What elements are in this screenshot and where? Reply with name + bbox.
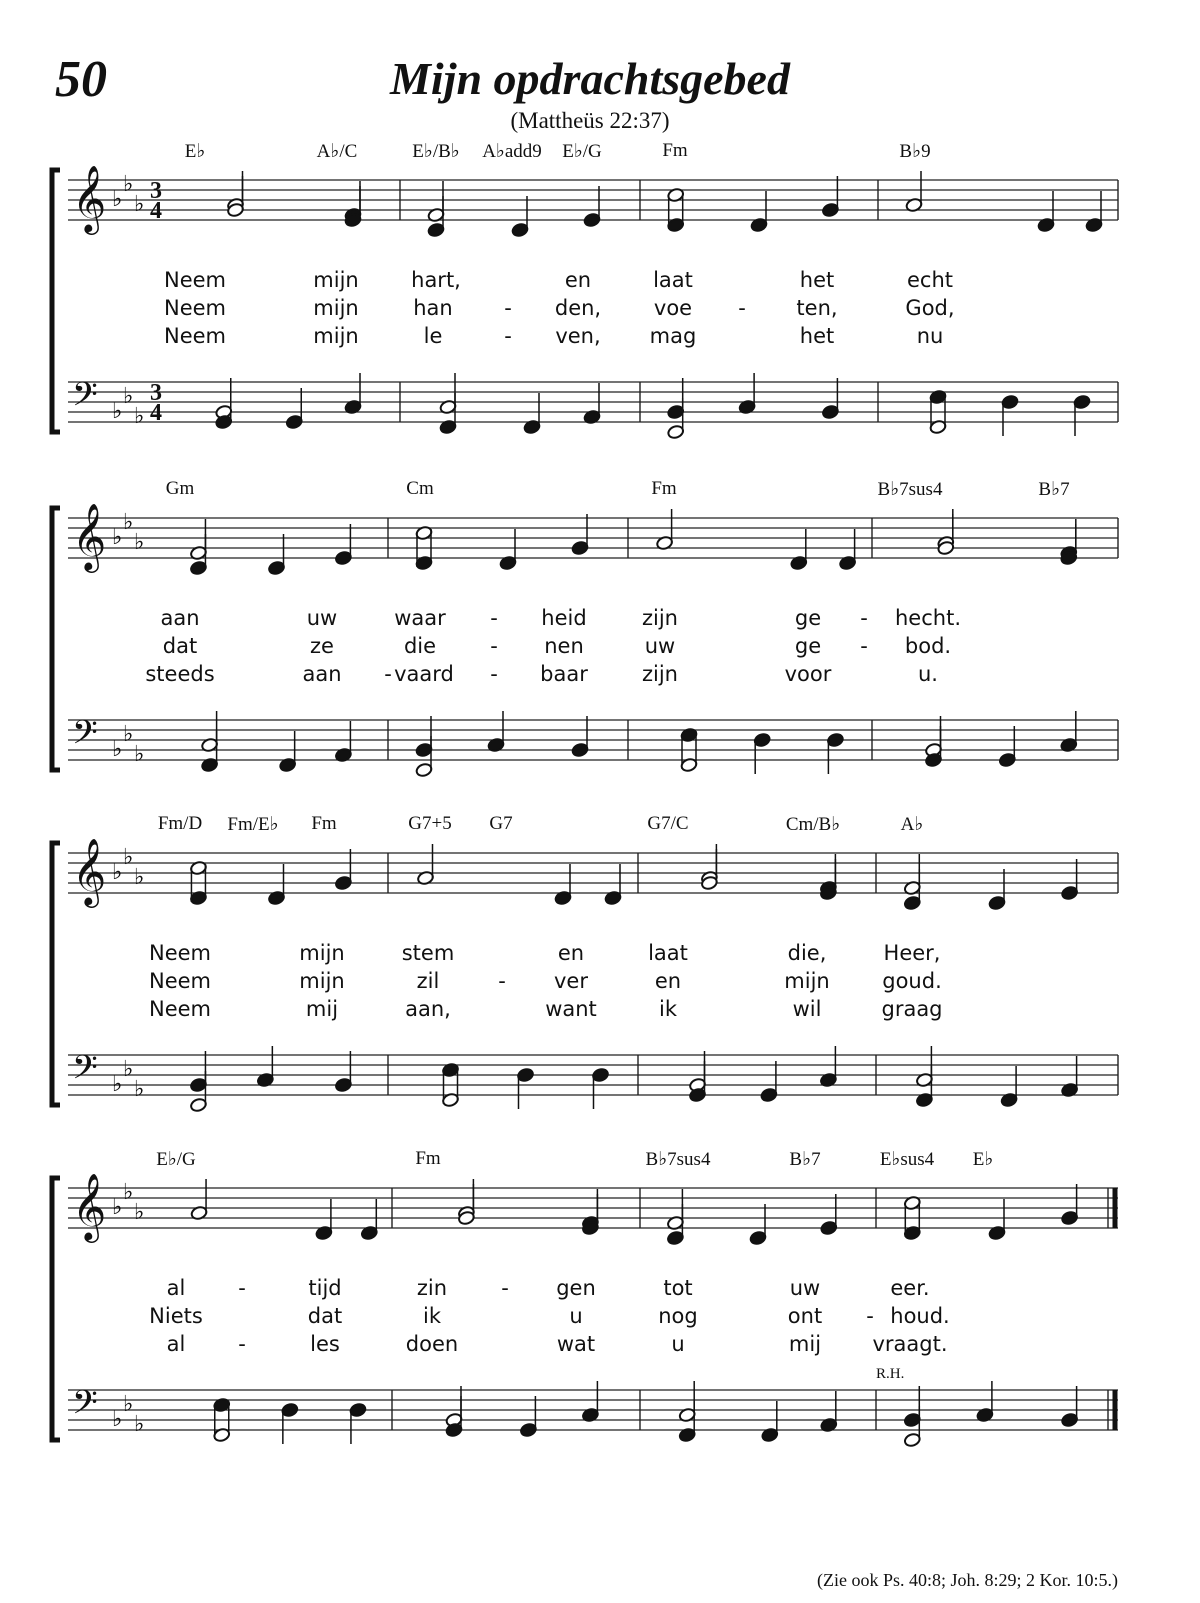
flat-icon: ♭	[134, 742, 145, 767]
bass-staff	[68, 711, 1118, 778]
lyric-verse-1-syllable: laat	[648, 941, 688, 965]
flat-icon: ♭	[123, 845, 134, 870]
lyric-verse-1-syllable: -	[860, 606, 868, 630]
lyric-verse-2-syllable: -	[490, 634, 498, 658]
lyric-verse-2-syllable: ver	[554, 969, 588, 993]
lyric-verse-2-syllable: -	[498, 969, 506, 993]
lyric-verse-2-syllable: ten,	[796, 296, 838, 320]
flat-icon: ♭	[134, 192, 145, 217]
lyric-verse-3-syllable: Neem	[163, 324, 227, 348]
chord-symbol: E♭sus4	[879, 1149, 935, 1170]
chord-symbol: Fm	[651, 478, 677, 499]
lyric-verse-2-syllable: mijn	[784, 969, 830, 993]
lyric-verse-3-syllable: steeds	[145, 662, 215, 686]
chord-symbol: Cm	[406, 478, 434, 499]
lyric-verse-3-syllable: nu	[916, 324, 944, 348]
flat-icon: ♭	[123, 384, 134, 409]
chord-symbol: Fm/E♭	[227, 814, 279, 835]
flat-icon: ♭	[112, 860, 123, 885]
chord-symbol: E♭/G	[156, 1149, 196, 1170]
lyric-verse-2-syllable: God,	[905, 296, 955, 320]
lyric-verse-3-syllable: u.	[918, 662, 938, 686]
lyric-verse-1-syllable: Heer,	[883, 941, 941, 965]
lyric-verse-2-syllable: en	[654, 969, 682, 993]
lyric-verse-3-syllable: le	[423, 324, 443, 348]
chord-symbol: A♭add9	[482, 141, 542, 162]
bass-staff	[68, 373, 1118, 440]
chord-symbol: Gm	[165, 478, 195, 499]
lyric-verse-3-syllable: les	[310, 1332, 340, 1356]
lyric-verse-3-syllable: voor	[784, 662, 832, 686]
system-bracket	[52, 170, 60, 432]
chord-symbol: G7+5	[408, 813, 452, 834]
lyric-verse-1-syllable: echt	[906, 268, 954, 292]
bass-clef-icon: 𝄢	[72, 714, 98, 760]
flat-icon: ♭	[112, 1072, 123, 1097]
flat-icon: ♭	[134, 1200, 145, 1225]
chord-symbol: E♭/B♭	[412, 141, 460, 162]
flat-icon: ♭	[123, 1057, 134, 1082]
lyric-verse-3-syllable: graag	[881, 997, 943, 1021]
chord-symbol: B♭7sus4	[645, 1149, 711, 1170]
lyric-verse-1-syllable: tot	[663, 1276, 693, 1300]
footnote-references: (Zie ook Ps. 40:8; Joh. 8:29; 2 Kor. 10:5.)	[817, 1570, 1118, 1590]
lyric-verse-1-syllable: ge	[794, 606, 822, 630]
chord-symbol: Fm	[662, 140, 688, 161]
flat-icon: ♭	[123, 1392, 134, 1417]
chord-symbol: B♭9	[899, 141, 931, 162]
bass-clef-icon: 𝄢	[72, 376, 98, 422]
flat-icon: ♭	[123, 510, 134, 535]
bass-clef-icon: 𝄢	[72, 1384, 98, 1430]
lyric-verse-3-syllable: mij	[305, 997, 339, 1021]
chord-symbol: Fm	[415, 1148, 441, 1169]
time-signature-digit: 4	[150, 198, 162, 224]
lyric-verse-2-syllable: mijn	[299, 969, 345, 993]
scripture-reference: (Mattheüs 22:37)	[510, 108, 670, 133]
lyric-verse-2-syllable: dat	[307, 1304, 343, 1328]
treble-staff	[68, 164, 1118, 238]
lyric-verse-1-syllable: -	[490, 606, 498, 630]
lyric-verse-1-syllable: gen	[556, 1276, 596, 1300]
lyric-verse-1-syllable: -	[238, 1276, 246, 1300]
flat-icon: ♭	[123, 1180, 134, 1205]
lyric-verse-2-syllable: u	[569, 1304, 583, 1328]
treble-staff	[68, 837, 1118, 911]
time-signature-digit: 3	[150, 380, 162, 406]
score-system-2	[0, 478, 1200, 798]
lyric-verse-2-syllable: Neem	[163, 296, 227, 320]
lyric-verse-1-syllable: Neem	[163, 268, 227, 292]
flat-icon: ♭	[123, 172, 134, 197]
lyric-verse-1-syllable: -	[501, 1276, 509, 1300]
bass-staff	[68, 1046, 1118, 1113]
system-bracket	[52, 508, 60, 770]
lyric-verse-2-syllable: -	[866, 1304, 874, 1328]
flat-icon: ♭	[123, 722, 134, 747]
lyric-verse-3-syllable: doen	[405, 1332, 459, 1356]
lyric-verse-1-syllable: die,	[787, 941, 827, 965]
lyric-verse-3-syllable: -	[490, 662, 498, 686]
lyric-verse-3-syllable: mijn	[313, 324, 359, 348]
lyric-verse-2-syllable: dat	[162, 634, 198, 658]
flat-icon: ♭	[112, 187, 123, 212]
treble-staff	[68, 502, 1118, 576]
lyric-verse-3-syllable: wil	[792, 997, 822, 1021]
lyric-verse-1-syllable: uw	[789, 1276, 821, 1300]
chord-symbol: A♭/C	[316, 141, 358, 162]
flat-icon: ♭	[134, 865, 145, 890]
treble-staff	[68, 1172, 1118, 1246]
lyric-verse-1-syllable: mijn	[313, 268, 359, 292]
lyric-verse-1-syllable: hecht.	[895, 606, 961, 630]
treble-clef-icon: 𝄞	[72, 837, 107, 905]
lyric-verse-1-syllable: laat	[653, 268, 693, 292]
lyric-verse-3-syllable: aan	[302, 662, 342, 686]
lyric-verse-1-syllable: heid	[541, 606, 587, 630]
lyric-verse-2-syllable: nog	[658, 1304, 698, 1328]
chord-symbol: E♭/G	[562, 141, 602, 162]
time-signature-digit: 4	[150, 400, 162, 426]
lyric-verse-1-syllable: en	[564, 268, 592, 292]
lyric-verse-3-syllable: het	[799, 324, 835, 348]
lyric-verse-3-syllable: ik	[659, 997, 677, 1021]
lyric-verse-2-syllable: voe	[653, 296, 693, 320]
flat-icon: ♭	[112, 1407, 123, 1432]
chord-symbol: G7/C	[647, 813, 689, 834]
chord-symbol: E♭	[184, 141, 206, 162]
lyric-verse-3-syllable: mag	[649, 324, 697, 348]
system-bracket	[52, 843, 60, 1105]
chord-symbol: B♭7	[1038, 479, 1070, 500]
lyric-verse-3-syllable: ven,	[555, 324, 601, 348]
lyric-verse-3-syllable: vaard	[394, 662, 454, 686]
lyric-verse-2-syllable: han	[413, 296, 453, 320]
flat-icon: ♭	[134, 530, 145, 555]
treble-clef-icon: 𝄞	[72, 164, 107, 232]
chord-symbol: Fm	[311, 813, 337, 834]
flat-icon: ♭	[134, 1077, 145, 1102]
bass-staff	[68, 1381, 1118, 1448]
lyric-verse-1-syllable: hart,	[411, 268, 461, 292]
lyric-verse-1-syllable: zin	[416, 1276, 448, 1300]
lyric-verse-1-syllable: stem	[401, 941, 455, 965]
lyric-verse-3-syllable: mij	[788, 1332, 822, 1356]
lyric-verse-2-syllable: ge	[794, 634, 822, 658]
lyric-verse-2-syllable: -	[860, 634, 868, 658]
flat-icon: ♭	[112, 525, 123, 550]
lyric-verse-2-syllable: uw	[644, 634, 676, 658]
lyric-verse-2-syllable: -	[738, 296, 746, 320]
lyric-verse-1-syllable: het	[799, 268, 835, 292]
score-system-3	[0, 813, 1200, 1133]
lyric-verse-3-syllable: wat	[556, 1332, 596, 1356]
lyric-verse-2-syllable: Niets	[149, 1304, 203, 1328]
chord-symbol: B♭7	[789, 1149, 821, 1170]
lyric-verse-1-syllable: uw	[306, 606, 338, 630]
treble-clef-icon: 𝄞	[72, 502, 107, 570]
lyric-verse-3-syllable: Neem	[148, 997, 212, 1021]
flat-icon: ♭	[112, 399, 123, 424]
lyric-verse-2-syllable: zil	[416, 969, 440, 993]
lyric-verse-3-syllable: baar	[540, 662, 588, 686]
lyric-verse-3-syllable: vraagt.	[872, 1332, 948, 1356]
lyric-verse-1-syllable: eer.	[890, 1276, 930, 1300]
lyric-verse-3-syllable: u	[671, 1332, 685, 1356]
lyric-verse-2-syllable: houd.	[890, 1304, 950, 1328]
chord-symbol: Cm/B♭	[785, 814, 841, 835]
lyric-verse-1-syllable: al	[166, 1276, 186, 1300]
lyric-verse-1-syllable: en	[557, 941, 585, 965]
lyric-verse-3-syllable: -	[238, 1332, 246, 1356]
lyric-verse-1-syllable: mijn	[299, 941, 345, 965]
system-bracket	[52, 1178, 60, 1440]
lyric-verse-1-syllable: zijn	[641, 606, 679, 630]
lyric-verse-2-syllable: goud.	[882, 969, 942, 993]
lyric-verse-3-syllable: want	[545, 997, 597, 1021]
lyric-verse-2-syllable: den,	[554, 296, 602, 320]
flat-icon: ♭	[134, 1412, 145, 1437]
time-signature-digit: 3	[150, 178, 162, 204]
lyric-verse-1-syllable: aan	[160, 606, 200, 630]
lyric-verse-3-syllable: zijn	[641, 662, 679, 686]
chord-symbol: Fm/D	[157, 813, 203, 834]
treble-clef-icon: 𝄞	[72, 1172, 107, 1240]
lyric-verse-2-syllable: Neem	[148, 969, 212, 993]
lyric-verse-2-syllable: ik	[423, 1304, 441, 1328]
lyric-verse-3-syllable: al	[166, 1332, 186, 1356]
lyric-verse-1-syllable: waar	[394, 606, 446, 630]
chord-symbol: G7	[489, 813, 513, 834]
score-system-1	[0, 140, 1200, 460]
lyric-verse-2-syllable: die	[403, 634, 437, 658]
lyric-verse-2-syllable: -	[504, 296, 512, 320]
hymn-title: Mijn opdrachtsgebed	[390, 53, 790, 104]
lyric-verse-2-syllable: mijn	[313, 296, 359, 320]
score-system-4	[0, 1148, 1200, 1468]
hymn-number: 50	[55, 51, 107, 108]
lyric-verse-3-syllable: -	[384, 662, 392, 686]
lyric-verse-2-syllable: bod.	[904, 634, 952, 658]
lyric-verse-3-syllable: -	[504, 324, 512, 348]
lyric-verse-2-syllable: nen	[544, 634, 584, 658]
lyric-verse-1-syllable: tijd	[308, 1276, 342, 1300]
lyric-verse-2-syllable: ont	[787, 1304, 823, 1328]
right-hand-marking: R.H.	[876, 1366, 905, 1382]
lyric-verse-1-syllable: Neem	[148, 941, 212, 965]
flat-icon: ♭	[112, 737, 123, 762]
lyric-verse-3-syllable: aan,	[405, 997, 451, 1021]
flat-icon: ♭	[134, 404, 145, 429]
chord-symbol: E♭	[972, 1149, 994, 1170]
chord-symbol: B♭7sus4	[877, 479, 943, 500]
flat-icon: ♭	[112, 1195, 123, 1220]
chord-symbol: A♭	[900, 814, 924, 835]
bass-clef-icon: 𝄢	[72, 1049, 98, 1095]
lyric-verse-2-syllable: ze	[310, 634, 334, 658]
